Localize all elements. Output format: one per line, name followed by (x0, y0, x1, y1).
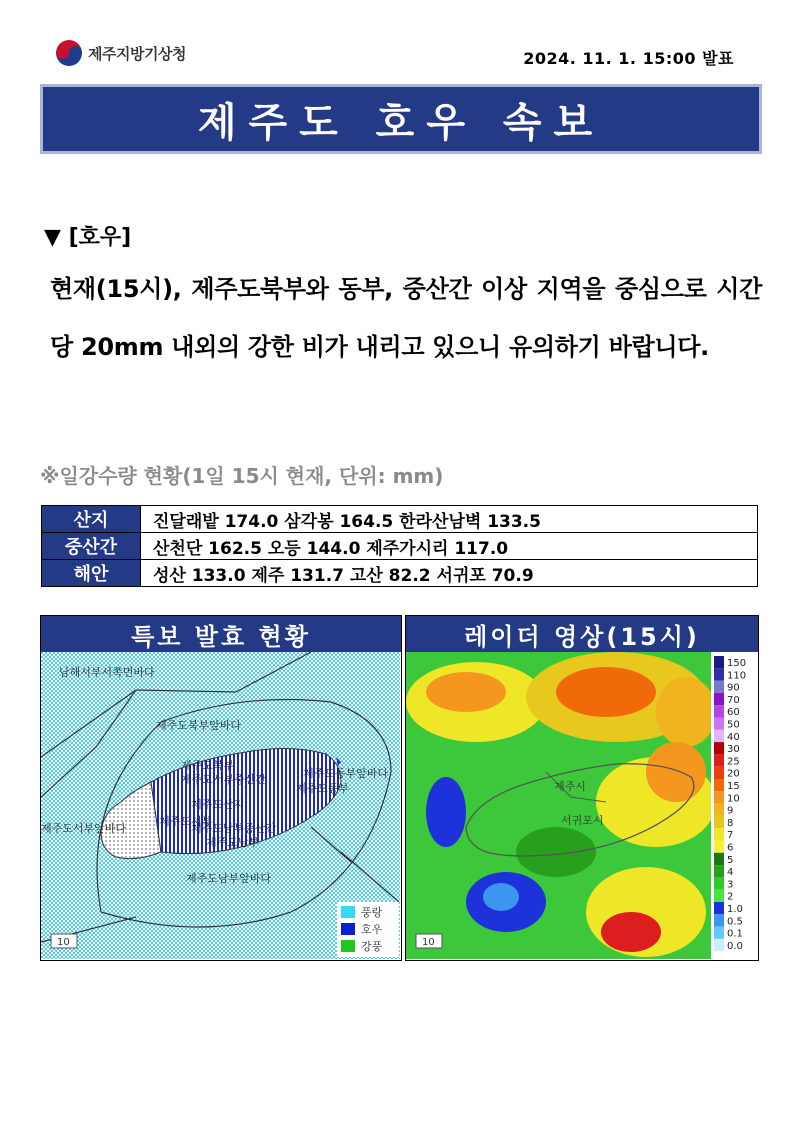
table-row (42, 533, 758, 560)
color-scale-swatch (714, 939, 724, 951)
color-scale-swatch (714, 877, 724, 889)
color-scale-swatch (714, 730, 724, 742)
radar-scale-bar (416, 934, 442, 948)
legend-label-rain: 호우 (361, 923, 383, 936)
radar-map (406, 652, 757, 959)
color-scale-swatch (714, 779, 724, 791)
color-scale-label: 15 (727, 781, 740, 792)
color-scale-label: 40 (727, 731, 740, 743)
color-scale-swatch (714, 841, 724, 853)
color-scale-label: 6 (727, 842, 734, 854)
color-scale-label: 110 (727, 670, 747, 682)
color-scale-label: 2 (727, 891, 734, 903)
color-scale-label: 60 (727, 707, 740, 719)
warning-map-panel (40, 615, 402, 961)
color-scale-label: 9 (727, 805, 734, 817)
color-scale-swatch (714, 865, 724, 877)
warning-map-title: 특보 발효 현황 (41, 616, 401, 652)
color-scale-label: 3 (727, 879, 734, 891)
row-values: 산천단 162.5 오등 144.0 제주가시리 117.0 (141, 533, 758, 560)
radar-scale-label: 10 (422, 937, 435, 948)
page-title: 제주도 호우 속보 (197, 99, 605, 146)
row-label: 해안 (42, 560, 141, 587)
region-label-south: 제주도남부 (206, 836, 260, 849)
scale-bar (51, 934, 77, 948)
color-scale-swatch (714, 656, 724, 668)
color-scale-swatch (714, 693, 724, 705)
bulletin-body: 현재(15시), 제주도북부와 동부, 중산간 이상 지역을 중심으로 시간당 20mm 내외의 강한 비가 내리고 있으니 유의하기 바랍니다. (50, 275, 762, 361)
color-scale-label: 90 (727, 682, 740, 694)
city-label-jeju: 제주시 (554, 780, 586, 793)
color-scale-label: 50 (727, 719, 740, 731)
color-scale-swatch (714, 754, 724, 766)
color-scale-swatch (714, 718, 724, 730)
radar-panel (405, 615, 759, 961)
color-scale-label: 150 (727, 658, 747, 669)
city-label-seogwipo: 서귀포시 (561, 814, 604, 827)
color-scale-label: 25 (727, 756, 740, 768)
legend-label-wind: 강풍 (361, 940, 383, 953)
region-label-north-sea: 제주도북부앞바다 (156, 719, 242, 732)
row-values: 성산 133.0 제주 131.7 고산 82.2 서귀포 70.9 (141, 560, 758, 587)
map-legend (337, 902, 399, 957)
color-scale-swatch (714, 914, 724, 926)
table-row (42, 506, 758, 533)
color-scale-swatch (714, 890, 724, 902)
row-values: 진달래밭 174.0 삼각봉 164.5 한라산남벽 133.5 (141, 506, 758, 533)
color-scale-label: 0.1 (727, 928, 743, 940)
legend-swatch-wave (341, 906, 355, 918)
agency-logo (56, 40, 186, 66)
region-label-central: 제주도서부중산간 (181, 773, 267, 786)
region-label-nw-sea: 남해서부서쪽먼바다 (59, 666, 155, 679)
rainfall-note: ※일강수량 현황(1일 15시 현재, 단위: mm) (40, 464, 444, 488)
color-scale-swatch (714, 828, 724, 840)
color-scale-swatch (714, 742, 724, 754)
color-scale-swatch (714, 804, 724, 816)
color-scale-label: 30 (727, 744, 740, 756)
warning-map (41, 652, 400, 959)
color-scale-swatch (714, 681, 724, 693)
color-scale-label: 70 (727, 694, 740, 706)
title-banner (40, 84, 762, 154)
region-label-west-sea: 제주도서부앞바다 (41, 822, 127, 835)
color-scale-label: 10 (727, 793, 740, 805)
section-heading: ▼ [호우] (44, 225, 132, 250)
radar-title: 레이더 영상(15시) (406, 616, 758, 652)
color-scale-label: 4 (727, 867, 734, 879)
color-scale-swatch (714, 853, 724, 865)
issue-datetime: 2024. 11. 1. 15:00 발표 (523, 49, 734, 68)
color-scale-swatch (714, 927, 724, 939)
region-label-north: 제주도북부 (181, 759, 235, 772)
region-label-east-sea: 제주도동부앞바다 (303, 767, 389, 780)
scale-label: 10 (57, 937, 70, 948)
legend-swatch-rain (341, 923, 355, 935)
row-label: 중산간 (42, 533, 141, 560)
region-label-south-sea: 제주도남부앞바다 (186, 872, 272, 885)
region-label-mountain: 제주도산지 (191, 798, 245, 811)
region-label-west: 제주도서부 (159, 815, 213, 828)
table-row (42, 560, 758, 587)
color-scale-swatch (714, 791, 724, 803)
region-label-east: 제주도동부 (296, 782, 350, 795)
color-scale-label: 0.5 (727, 916, 743, 928)
color-scale-swatch (714, 705, 724, 717)
legend-swatch-wind (341, 940, 355, 952)
region-label-south-mid: 제주도남부중산간 (191, 822, 277, 835)
color-scale-label: 20 (727, 768, 740, 780)
color-scale-label: 7 (727, 830, 734, 842)
rainfall-table (41, 505, 758, 587)
agency-name: 제주지방기상청 (88, 44, 186, 63)
color-scale-swatch (714, 767, 724, 779)
color-scale-label: 1.0 (727, 904, 743, 915)
row-label: 산지 (42, 506, 141, 533)
color-scale-label: 0.0 (727, 940, 743, 952)
color-scale-swatch (714, 816, 724, 828)
color-scale-swatch (714, 902, 724, 914)
taegeuk-emblem-icon (56, 40, 82, 66)
color-scale-label: 5 (727, 854, 734, 866)
color-scale-label: 8 (727, 817, 734, 829)
legend-label-wave: 풍랑 (361, 906, 383, 919)
color-scale-swatch (714, 668, 724, 680)
